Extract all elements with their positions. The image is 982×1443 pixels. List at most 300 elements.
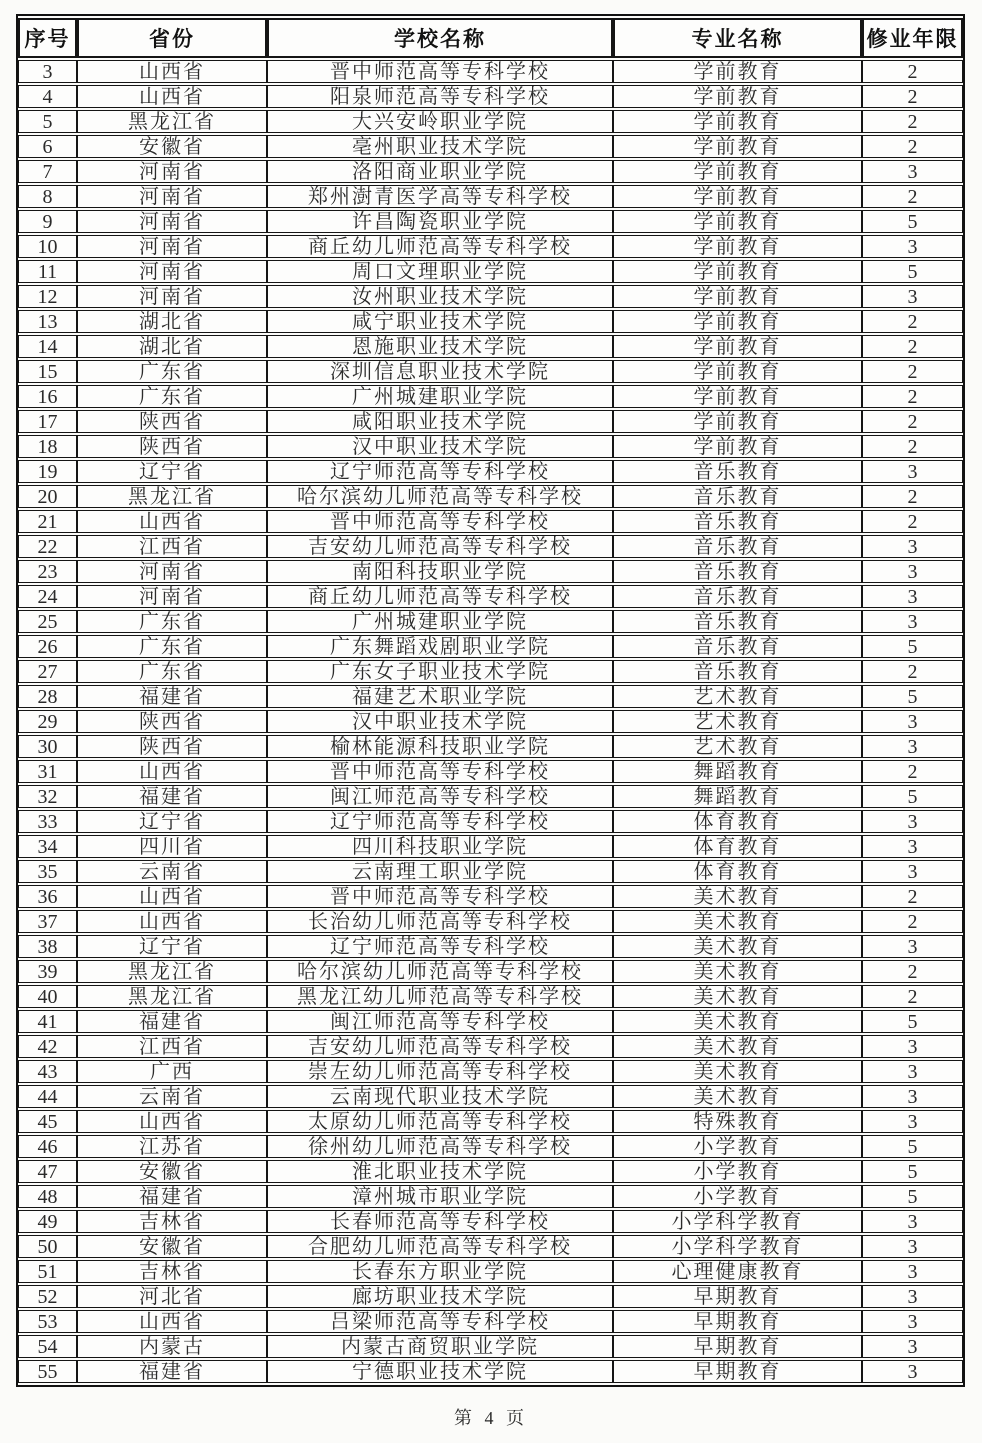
cell-years: 2 [862,385,963,408]
cell-years: 5 [862,785,963,808]
cell-index: 42 [18,1035,77,1058]
cell-province: 陕西省 [77,735,267,758]
cell-school: 崇左幼儿师范高等专科学校 [267,1060,613,1083]
cell-years: 2 [862,885,963,908]
cell-province: 广东省 [77,385,267,408]
cell-years: 3 [862,710,963,733]
cell-index: 45 [18,1110,77,1133]
table-row [18,535,963,558]
cell-years: 5 [862,1185,963,1208]
cell-years: 2 [862,135,963,158]
cell-school: 哈尔滨幼儿师范高等专科学校 [267,485,613,508]
cell-major: 美术教育 [613,985,862,1008]
table-row [18,1360,963,1383]
cell-school: 晋中师范高等专科学校 [267,885,613,908]
table-row [18,885,963,908]
table-row [18,435,963,458]
cell-years: 2 [862,410,963,433]
cell-major: 体育教育 [613,835,862,858]
cell-years: 3 [862,1285,963,1308]
cell-province: 云南省 [77,1085,267,1108]
cell-index: 22 [18,535,77,558]
cell-school: 辽宁师范高等专科学校 [267,810,613,833]
cell-index: 10 [18,235,77,258]
cell-major: 美术教育 [613,1035,862,1058]
cell-index: 54 [18,1335,77,1358]
table-row [18,510,963,533]
cell-index: 39 [18,960,77,983]
cell-province: 黑龙江省 [77,985,267,1008]
column-header-school: 学校名称 [267,18,613,58]
cell-index: 9 [18,210,77,233]
cell-index: 17 [18,410,77,433]
cell-index: 40 [18,985,77,1008]
cell-index: 8 [18,185,77,208]
cell-major: 音乐教育 [613,535,862,558]
cell-major: 小学教育 [613,1185,862,1208]
cell-years: 3 [862,235,963,258]
cell-school: 广东舞蹈戏剧职业学院 [267,635,613,658]
table-row [18,1185,963,1208]
cell-school: 榆林能源科技职业学院 [267,735,613,758]
cell-index: 32 [18,785,77,808]
table-row [18,1110,963,1133]
table-row [18,935,963,958]
cell-years: 2 [862,85,963,108]
cell-province: 福建省 [77,785,267,808]
cell-years: 5 [862,210,963,233]
cell-years: 3 [862,860,963,883]
table-row [18,660,963,683]
cell-major: 学前教育 [613,210,862,233]
cell-school: 太原幼儿师范高等专科学校 [267,1110,613,1133]
cell-years: 3 [862,1035,963,1058]
cell-years: 5 [862,635,963,658]
cell-school: 长春东方职业学院 [267,1260,613,1283]
table-row [18,85,963,108]
cell-years: 3 [862,460,963,483]
table-row [18,60,963,83]
cell-school: 周口文理职业学院 [267,260,613,283]
cell-major: 美术教育 [613,885,862,908]
cell-index: 19 [18,460,77,483]
cell-school: 商丘幼儿师范高等专科学校 [267,585,613,608]
cell-index: 24 [18,585,77,608]
cell-major: 艺术教育 [613,710,862,733]
cell-province: 陕西省 [77,710,267,733]
cell-index: 25 [18,610,77,633]
cell-school: 云南理工职业学院 [267,860,613,883]
cell-major: 音乐教育 [613,660,862,683]
cell-major: 舞蹈教育 [613,785,862,808]
cell-index: 48 [18,1185,77,1208]
table-row [18,1285,963,1308]
column-header-province: 省份 [77,18,267,58]
cell-years: 2 [862,360,963,383]
cell-school: 大兴安岭职业学院 [267,110,613,133]
cell-province: 河南省 [77,585,267,608]
cell-index: 31 [18,760,77,783]
cell-years: 5 [862,1010,963,1033]
cell-province: 广东省 [77,660,267,683]
cell-school: 吕梁师范高等专科学校 [267,1310,613,1333]
cell-province: 云南省 [77,860,267,883]
cell-major: 小学科学教育 [613,1235,862,1258]
cell-province: 河南省 [77,210,267,233]
cell-index: 29 [18,710,77,733]
table-row [18,1235,963,1258]
cell-index: 21 [18,510,77,533]
cell-index: 14 [18,335,77,358]
cell-index: 52 [18,1285,77,1308]
cell-school: 汉中职业技术学院 [267,435,613,458]
cell-province: 内蒙古 [77,1335,267,1358]
table-row [18,910,963,933]
table-row [18,835,963,858]
cell-years: 3 [862,535,963,558]
cell-major: 学前教育 [613,310,862,333]
cell-years: 3 [862,935,963,958]
cell-index: 55 [18,1360,77,1383]
cell-major: 体育教育 [613,810,862,833]
cell-province: 山西省 [77,910,267,933]
cell-province: 福建省 [77,685,267,708]
cell-major: 早期教育 [613,1360,862,1383]
cell-index: 3 [18,60,77,83]
cell-major: 学前教育 [613,235,862,258]
cell-years: 3 [862,1310,963,1333]
table-row [18,860,963,883]
cell-index: 27 [18,660,77,683]
cell-province: 黑龙江省 [77,485,267,508]
cell-school: 漳州城市职业学院 [267,1185,613,1208]
cell-school: 闽江师范高等专科学校 [267,785,613,808]
cell-years: 3 [862,610,963,633]
cell-school: 咸宁职业技术学院 [267,310,613,333]
cell-province: 山西省 [77,760,267,783]
table-row [18,960,963,983]
cell-school: 辽宁师范高等专科学校 [267,935,613,958]
table-row [18,610,963,633]
cell-province: 江西省 [77,535,267,558]
cell-major: 学前教育 [613,435,862,458]
cell-years: 2 [862,760,963,783]
cell-index: 46 [18,1135,77,1158]
cell-school: 广州城建职业学院 [267,385,613,408]
cell-index: 16 [18,385,77,408]
cell-years: 3 [862,1085,963,1108]
cell-years: 3 [862,560,963,583]
cell-index: 41 [18,1010,77,1033]
table-row [18,810,963,833]
cell-major: 音乐教育 [613,485,862,508]
cell-index: 51 [18,1260,77,1283]
cell-major: 音乐教育 [613,460,862,483]
cell-school: 郑州澍青医学高等专科学校 [267,185,613,208]
cell-major: 美术教育 [613,1010,862,1033]
cell-province: 山西省 [77,1310,267,1333]
table-row [18,1210,963,1233]
cell-index: 18 [18,435,77,458]
table-row [18,360,963,383]
cell-index: 50 [18,1235,77,1258]
cell-province: 安徽省 [77,1160,267,1183]
cell-years: 5 [862,685,963,708]
column-header-index: 序号 [18,18,77,58]
cell-province: 吉林省 [77,1260,267,1283]
cell-years: 2 [862,335,963,358]
cell-years: 3 [862,1260,963,1283]
cell-province: 山西省 [77,510,267,533]
cell-province: 河南省 [77,160,267,183]
table-row [18,185,963,208]
cell-school: 内蒙古商贸职业学院 [267,1335,613,1358]
cell-years: 2 [862,960,963,983]
cell-province: 辽宁省 [77,810,267,833]
cell-major: 音乐教育 [613,610,862,633]
table-row [18,760,963,783]
school-major-table [18,16,963,1385]
table-row [18,1160,963,1183]
table-row [18,210,963,233]
cell-school: 广州城建职业学院 [267,610,613,633]
cell-years: 3 [862,1335,963,1358]
cell-major: 学前教育 [613,110,862,133]
cell-major: 美术教育 [613,1085,862,1108]
cell-years: 3 [862,285,963,308]
cell-index: 53 [18,1310,77,1333]
table-row [18,585,963,608]
cell-index: 28 [18,685,77,708]
cell-years: 3 [862,735,963,758]
cell-school: 深圳信息职业技术学院 [267,360,613,383]
cell-school: 福建艺术职业学院 [267,685,613,708]
cell-province: 湖北省 [77,335,267,358]
cell-school: 晋中师范高等专科学校 [267,510,613,533]
table-row [18,785,963,808]
cell-index: 6 [18,135,77,158]
cell-years: 2 [862,310,963,333]
cell-province: 江苏省 [77,1135,267,1158]
cell-index: 11 [18,260,77,283]
cell-major: 学前教育 [613,360,862,383]
cell-province: 福建省 [77,1360,267,1383]
cell-province: 黑龙江省 [77,960,267,983]
table-row [18,410,963,433]
cell-years: 2 [862,510,963,533]
cell-major: 音乐教育 [613,635,862,658]
cell-major: 学前教育 [613,60,862,83]
cell-years: 3 [862,810,963,833]
cell-years: 2 [862,110,963,133]
cell-years: 2 [862,185,963,208]
cell-school: 恩施职业技术学院 [267,335,613,358]
cell-major: 学前教育 [613,410,862,433]
cell-years: 2 [862,485,963,508]
cell-province: 广东省 [77,610,267,633]
cell-years: 3 [862,835,963,858]
table-row [18,460,963,483]
table-row [18,735,963,758]
cell-major: 学前教育 [613,85,862,108]
cell-school: 合肥幼儿师范高等专科学校 [267,1235,613,1258]
cell-province: 山西省 [77,1110,267,1133]
cell-school: 商丘幼儿师范高等专科学校 [267,235,613,258]
table-header [18,18,963,58]
cell-major: 学前教育 [613,160,862,183]
cell-province: 福建省 [77,1185,267,1208]
table-row [18,685,963,708]
cell-index: 15 [18,360,77,383]
cell-province: 广东省 [77,635,267,658]
cell-major: 早期教育 [613,1285,862,1308]
cell-major: 学前教育 [613,335,862,358]
cell-school: 云南现代职业技术学院 [267,1085,613,1108]
cell-years: 3 [862,1110,963,1133]
cell-major: 早期教育 [613,1310,862,1333]
cell-index: 44 [18,1085,77,1108]
cell-school: 辽宁师范高等专科学校 [267,460,613,483]
cell-index: 35 [18,860,77,883]
table-header-row [18,18,963,58]
table-row [18,110,963,133]
cell-province: 广东省 [77,360,267,383]
table-row [18,635,963,658]
cell-years: 3 [862,1060,963,1083]
cell-major: 艺术教育 [613,685,862,708]
table-row [18,1035,963,1058]
cell-years: 2 [862,910,963,933]
cell-index: 43 [18,1060,77,1083]
cell-major: 早期教育 [613,1335,862,1358]
cell-major: 小学教育 [613,1135,862,1158]
cell-school: 南阳科技职业学院 [267,560,613,583]
cell-years: 2 [862,660,963,683]
cell-school: 长春师范高等专科学校 [267,1210,613,1233]
table-row [18,560,963,583]
table-row [18,335,963,358]
cell-school: 晋中师范高等专科学校 [267,760,613,783]
cell-major: 舞蹈教育 [613,760,862,783]
cell-province: 河南省 [77,285,267,308]
cell-major: 音乐教育 [613,510,862,533]
cell-school: 淮北职业技术学院 [267,1160,613,1183]
cell-index: 38 [18,935,77,958]
cell-index: 5 [18,110,77,133]
cell-school: 咸阳职业技术学院 [267,410,613,433]
cell-major: 美术教育 [613,1060,862,1083]
cell-major: 体育教育 [613,860,862,883]
cell-province: 陕西省 [77,435,267,458]
cell-province: 辽宁省 [77,460,267,483]
cell-school: 汉中职业技术学院 [267,710,613,733]
cell-years: 3 [862,160,963,183]
cell-years: 5 [862,260,963,283]
cell-province: 山西省 [77,885,267,908]
cell-major: 学前教育 [613,285,862,308]
table-row [18,1135,963,1158]
table-row [18,985,963,1008]
cell-index: 12 [18,285,77,308]
cell-years: 3 [862,1210,963,1233]
table-row [18,710,963,733]
cell-major: 特殊教育 [613,1110,862,1133]
cell-school: 黑龙江幼儿师范高等专科学校 [267,985,613,1008]
cell-index: 33 [18,810,77,833]
cell-school: 四川科技职业学院 [267,835,613,858]
cell-years: 3 [862,1360,963,1383]
cell-province: 吉林省 [77,1210,267,1233]
cell-province: 河南省 [77,235,267,258]
cell-province: 辽宁省 [77,935,267,958]
cell-province: 广西 [77,1060,267,1083]
cell-major: 小学科学教育 [613,1210,862,1233]
table-body [18,60,963,1383]
table-row [18,1260,963,1283]
cell-school: 阳泉师范高等专科学校 [267,85,613,108]
cell-major: 美术教育 [613,935,862,958]
cell-major: 心理健康教育 [613,1260,862,1283]
cell-major: 学前教育 [613,135,862,158]
cell-province: 安徽省 [77,135,267,158]
table-row [18,285,963,308]
cell-province: 湖北省 [77,310,267,333]
cell-school: 洛阳商业职业学院 [267,160,613,183]
cell-years: 5 [862,1160,963,1183]
cell-school: 闽江师范高等专科学校 [267,1010,613,1033]
cell-index: 30 [18,735,77,758]
cell-province: 福建省 [77,1010,267,1033]
table-row [18,1060,963,1083]
table-row [18,235,963,258]
cell-major: 美术教育 [613,960,862,983]
cell-school: 廊坊职业技术学院 [267,1285,613,1308]
cell-school: 广东女子职业技术学院 [267,660,613,683]
cell-major: 小学教育 [613,1160,862,1183]
column-header-years: 修业年限 [862,18,963,58]
cell-index: 26 [18,635,77,658]
cell-years: 2 [862,60,963,83]
cell-years: 2 [862,985,963,1008]
cell-major: 美术教育 [613,910,862,933]
cell-index: 7 [18,160,77,183]
cell-school: 宁德职业技术学院 [267,1360,613,1383]
cell-school: 晋中师范高等专科学校 [267,60,613,83]
cell-school: 吉安幼儿师范高等专科学校 [267,535,613,558]
table-row [18,385,963,408]
cell-major: 学前教育 [613,260,862,283]
cell-school: 吉安幼儿师范高等专科学校 [267,1035,613,1058]
cell-school: 哈尔滨幼儿师范高等专科学校 [267,960,613,983]
table-row [18,260,963,283]
cell-province: 陕西省 [77,410,267,433]
cell-index: 20 [18,485,77,508]
cell-years: 3 [862,585,963,608]
table-row [18,485,963,508]
table-row [18,1310,963,1333]
cell-index: 37 [18,910,77,933]
cell-major: 音乐教育 [613,585,862,608]
cell-province: 河南省 [77,260,267,283]
cell-school: 长治幼儿师范高等专科学校 [267,910,613,933]
cell-years: 2 [862,435,963,458]
cell-province: 河南省 [77,185,267,208]
cell-province: 江西省 [77,1035,267,1058]
cell-school: 许昌陶瓷职业学院 [267,210,613,233]
cell-province: 黑龙江省 [77,110,267,133]
cell-province: 山西省 [77,60,267,83]
cell-major: 学前教育 [613,385,862,408]
